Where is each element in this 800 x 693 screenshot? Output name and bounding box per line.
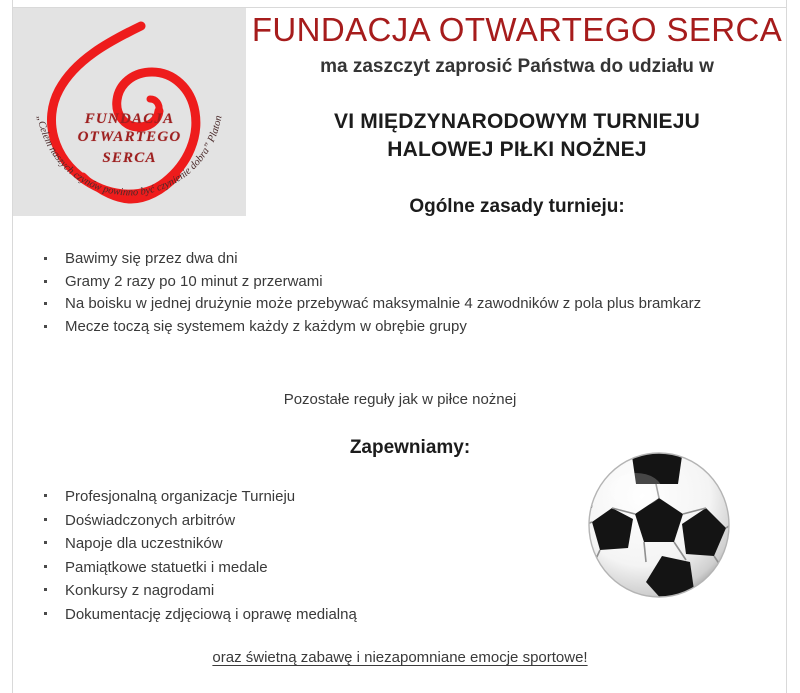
guarantee-heading: Zapewniamy: xyxy=(349,437,471,458)
list-item: Na boisku w jednej drużynie może przebywać maksymalnie 4 zawodników z pola plus bramkarz xyxy=(41,293,761,316)
rules-note: Pozostałe reguły jak w piłce nożnej xyxy=(283,391,517,408)
invitation-line: ma zaszczyt zaprosić Państwa do udziału w xyxy=(320,56,714,77)
rules-heading: Ogólne zasady turnieju: xyxy=(409,196,625,217)
list-item: Napoje dla uczestników xyxy=(41,532,561,556)
list-item: Profesjonalną organizacje Turnieju xyxy=(41,485,561,509)
foundation-logo xyxy=(13,8,246,216)
tournament-title xyxy=(248,108,786,163)
closing-line: oraz świetną zabawę i niezapomniane emocje sportowe! xyxy=(212,649,588,666)
logo-name-line-1: FUNDACJA xyxy=(84,111,175,127)
rules-list xyxy=(41,248,761,338)
list-item: Pamiątkowe statuetki i medale xyxy=(41,556,561,580)
list-item: Gramy 2 razy po 10 minut z przerwami xyxy=(41,271,761,294)
foundation-title: FUNDACJA OTWARTEGO SERCA xyxy=(251,11,783,48)
list-item: Mecze toczą się systemem każdy z każdym w obrębie grupy xyxy=(41,316,761,339)
page-border-right xyxy=(786,0,787,693)
logo-name-line-2: OTWARTEGO xyxy=(77,129,182,145)
list-item: Bawimy się przez dwa dni xyxy=(41,248,761,271)
list-item: Konkursy z nagrodami xyxy=(41,579,561,603)
guarantee-list xyxy=(41,485,561,626)
soccer-ball-icon xyxy=(586,450,732,600)
tournament-title-line-1: VI MIĘDZYNARODOWYM TURNIEJU xyxy=(334,110,700,133)
list-item: Doświadczonych arbitrów xyxy=(41,509,561,533)
logo-motto: „Celem naszych czynów powinno być czynienie dobra” Platon xyxy=(34,114,225,199)
logo-name-line-3: SERCA xyxy=(102,150,157,166)
list-item: Dokumentację zdjęciową i oprawę medialną xyxy=(41,603,561,627)
tournament-title-line-2: HALOWEJ PIŁKI NOŻNEJ xyxy=(387,137,647,161)
